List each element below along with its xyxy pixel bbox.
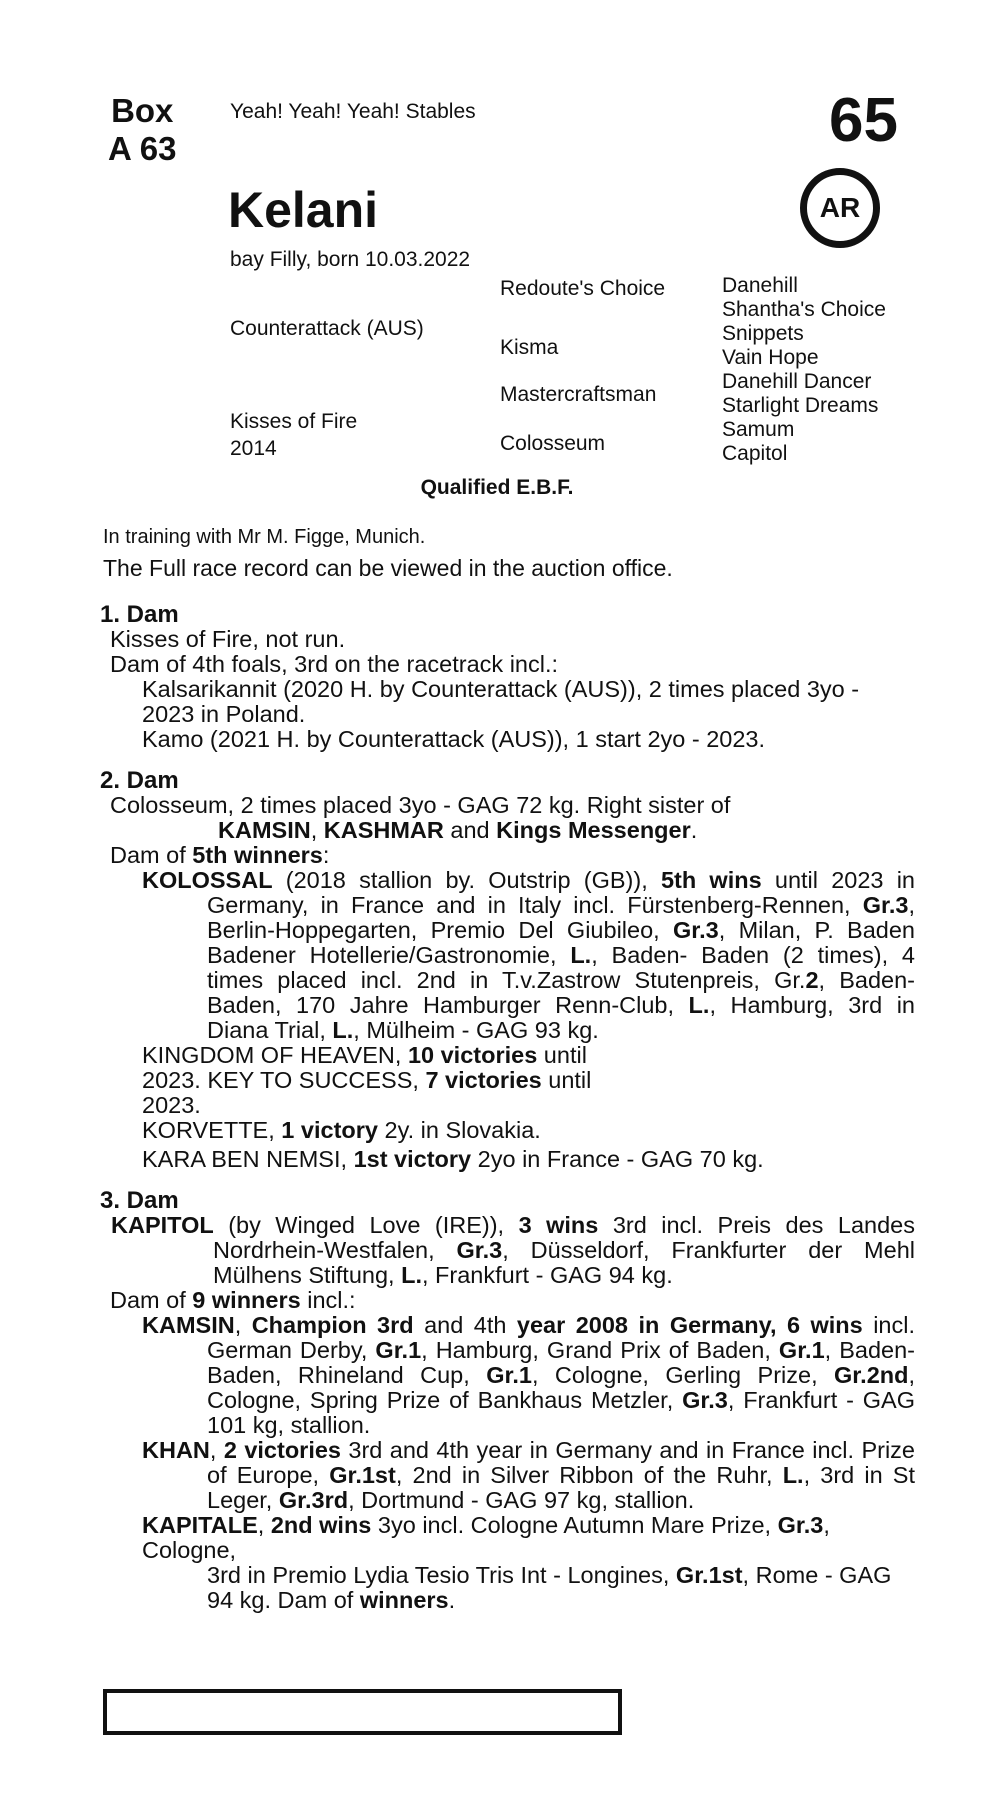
pedigree-dam-dam: Colosseum [500,432,606,455]
sibling-end: . [690,817,698,843]
progeny-text: until 2023. KEY TO SUCCESS, [142,1042,587,1093]
box-label-line2: A 63 [108,130,177,167]
progeny-text: until 2023. [142,1067,592,1118]
ar-badge-text: AR [819,192,861,223]
pedigree-gg-5: Danehill Dancer [722,370,872,393]
dam3-kapitol [100,1213,915,1288]
progeny-korvette [100,1118,915,1143]
progeny-bold: Gr.2nd [834,1362,909,1388]
progeny-bold: 1 victory [281,1117,378,1143]
progeny-text: , Hamburg, Grand Prix of Baden, [421,1337,779,1363]
progeny-text: , Cologne, Gerling Prize, [531,1362,835,1388]
progeny-name: KAPITALE [142,1512,258,1538]
progeny-bold: 2 [805,967,819,993]
progeny-text: , Milan, P. Baden Badener Hotellerie/Gastronomie, [207,917,915,968]
progeny-bold: Champion 3rd [251,1312,414,1338]
sibling-sep: , [310,817,324,843]
box-number [108,92,176,168]
dam1-line1: Kisses of Fire, not run. [110,626,346,652]
progeny-text: , Cologne, Spring Prize of Bankhaus Metzler, [207,1362,915,1413]
dam2-siblings [100,818,915,843]
progeny-bold: year 2008 in Germany, 6 wins [516,1312,863,1338]
pedigree-gg-1: Danehill [722,274,798,297]
notes-box[interactable] [103,1689,622,1735]
progeny-text: , 2nd in Silver Ribbon of the Ruhr, [395,1462,783,1488]
lot-number: 65 [829,86,898,155]
progeny-bold: Gr.3 [862,892,909,918]
progeny-bold: 2 victories [223,1437,341,1463]
progeny-khan [100,1438,915,1513]
dam1-foal1 [100,677,915,727]
progeny-bold: Gr.3 [673,917,719,943]
sibling-sep: and [443,817,497,843]
progeny-text: KARA BEN NEMSI, [142,1146,354,1172]
progeny-bold: L. [570,942,592,968]
progeny-bold: winners [359,1587,449,1613]
dam1-heading: 1. Dam [100,601,179,628]
progeny-bold: 2nd wins [270,1512,372,1538]
progeny-text: 3rd and 4th year in Germany and in France incl. Prize of Europe, [207,1437,916,1488]
progeny-bold: L. [782,1462,804,1488]
progeny-text: KINGDOM OF HEAVEN, [142,1042,408,1068]
progeny-text: 3yo incl. Cologne Autumn Mare Prize, [371,1512,778,1538]
sibling-kashmar: KASHMAR [323,817,444,843]
progeny-text: incl. German Derby, [207,1312,915,1363]
progeny-bold: Gr.1st [675,1562,743,1588]
horse-name: Kelani [228,182,379,238]
progeny-text: (2018 stallion by. Outstrip (GB)), [272,867,661,893]
progeny-text: 2yo in France - GAG 70 kg. [471,1146,764,1172]
race-record-note: The Full race record can be viewed in the auction office. [103,555,673,581]
progeny-kapitale [100,1513,915,1563]
progeny-text: , Frankfurt - GAG 101 kg, stallion. [207,1387,915,1438]
progeny-bold: 5th wins [660,867,762,893]
dam-of-text: Dam of [110,842,193,868]
progeny-name: KAPITOL [111,1212,214,1238]
pedigree-sire-sire: Redoute's Choice [500,277,666,300]
progeny-kolossal [100,868,915,1043]
training-note: In training with Mr M. Figge, Munich. [103,526,426,548]
progeny-bold: Gr.3 [456,1237,503,1263]
progeny-text: , Dortmund - GAG 97 kg, stallion. [348,1487,695,1513]
dam3-heading: 3. Dam [100,1187,179,1214]
dam2-line1: Colosseum, 2 times placed 3yo - GAG 72 kg. Right sister of [110,792,731,818]
ar-badge-icon [800,168,880,248]
horse-description: bay Filly, born 10.03.2022 [230,248,471,271]
progeny-text: and 4th [413,1312,517,1338]
pedigree-gg-4: Vain Hope [722,346,819,369]
sibling-kamsin: KAMSIN [218,817,311,843]
progeny-text: , Baden- Baden (2 times), 4 times placed incl. 2nd in T.v.Zastrow Stutenpreis, Gr. [207,942,915,993]
dam3-dam-of [100,1288,915,1313]
progeny-bold: Gr.3 [777,1512,824,1538]
pedigree-gg-8: Capitol [722,442,788,465]
progeny-bold: Gr.1st [329,1462,396,1488]
progeny-kingdom-of-heaven [100,1043,622,1118]
progeny-text: 3rd incl. Preis des Landes Nordrhein-Westfalen, [213,1212,915,1263]
dam1-foal1-text: Kalsarikannit (2020 H. by Counterattack (AUS)), 2 times placed 3yo - 2023 in Poland. [142,676,860,727]
pedigree-sire-dam: Kisma [500,336,559,359]
progeny-name: KHAN [142,1437,210,1463]
progeny-text: , [234,1312,252,1338]
dam-of-suffix: : [322,842,330,868]
progeny-text: (by Winged Love (IRE)), [213,1212,519,1238]
pedigree-dam-year: 2014 [230,437,277,460]
progeny-bold: 1st victory [353,1146,472,1172]
progeny-bold: L. [401,1262,422,1288]
pedigree-dam: Kisses of Fire [230,410,358,433]
progeny-bold: 10 victories [407,1042,538,1068]
progeny-text: , Baden-Baden, 170 Jahre Hamburger Renn-Club, [207,967,915,1018]
dam-of-text: Dam of [110,1287,193,1313]
family-details [100,602,915,1613]
progeny-text: , Berlin-Hoppegarten, Premio Del Giubileo, [207,892,915,943]
progeny-text: 2y. in Slovakia. [377,1117,541,1143]
progeny-text: , 3rd in St Leger, [207,1462,915,1513]
progeny-text: KORVETTE, [142,1117,282,1143]
progeny-text: , [209,1437,224,1463]
progeny-bold: 7 victories [425,1067,542,1093]
progeny-bold: L. [688,992,710,1018]
dam2-dam-of [100,843,915,868]
progeny-bold: Gr.3 [682,1387,728,1413]
progeny-text: , Rome - GAG 94 kg. Dam of [207,1562,892,1613]
progeny-kara-ben-nemsi [100,1147,915,1172]
progeny-bold: L. [332,1017,354,1043]
progeny-text: , Frankfurt - GAG 94 kg. [422,1262,673,1288]
dam1-line2: Dam of 4th foals, 3rd on the racetrack incl.: [110,651,559,677]
progeny-text: , Düsseldorf, Frankfurter der Mehl Mülhens Stiftung, [213,1237,915,1288]
pedigree-dam-sire: Mastercraftsman [500,383,657,406]
pedigree-gg-2: Shantha's Choice [722,298,886,321]
progeny-bold: Gr.1 [375,1337,422,1363]
progeny-text: , Baden-Baden, Rhineland Cup, [207,1337,915,1388]
progeny-bold: Gr.3rd [278,1487,349,1513]
sibling-kings-messenger: Kings Messenger [496,817,691,843]
progeny-text: , Cologne, [142,1512,830,1563]
pedigree-gg-3: Snippets [722,322,804,345]
pedigree-sire: Counterattack (AUS) [230,317,424,340]
box-label-line1: Box [111,92,174,129]
dam-of-count: 9 winners [192,1287,301,1313]
progeny-text: 3rd in Premio Lydia Tesio Tris Int - Longines, [207,1562,676,1588]
qualified-ebf: Qualified E.B.F. [420,476,574,499]
stable-name: Yeah! Yeah! Yeah! Stables [230,100,476,123]
progeny-text: , [257,1512,271,1538]
progeny-text: . [448,1587,456,1613]
pedigree-gg-6: Starlight Dreams [722,394,879,417]
dam1-foal2: Kamo (2021 H. by Counterattack (AUS)), 1 start 2yo - 2023. [142,726,766,752]
progeny-text: , Mülheim - GAG 93 kg. [353,1017,599,1043]
dam2-heading: 2. Dam [100,767,179,794]
progeny-kapitale-cont [100,1563,915,1613]
progeny-kamsin [100,1313,915,1438]
progeny-bold: Gr.1 [778,1337,825,1363]
progeny-name: KAMSIN [142,1312,235,1338]
progeny-text: until 2023 in Germany, in France and in Italy incl. Fürstenberg-Rennen, [207,867,915,918]
progeny-bold: 3 wins [518,1212,599,1238]
dam-of-suffix: incl.: [300,1287,356,1313]
dam-of-count: 5th winners [192,842,323,868]
progeny-text: , Hamburg, 3rd in Diana Trial, [207,992,915,1043]
pedigree-gg-7: Samum [722,418,795,441]
progeny-name: KOLOSSAL [142,867,273,893]
progeny-bold: Gr.1 [486,1362,532,1388]
